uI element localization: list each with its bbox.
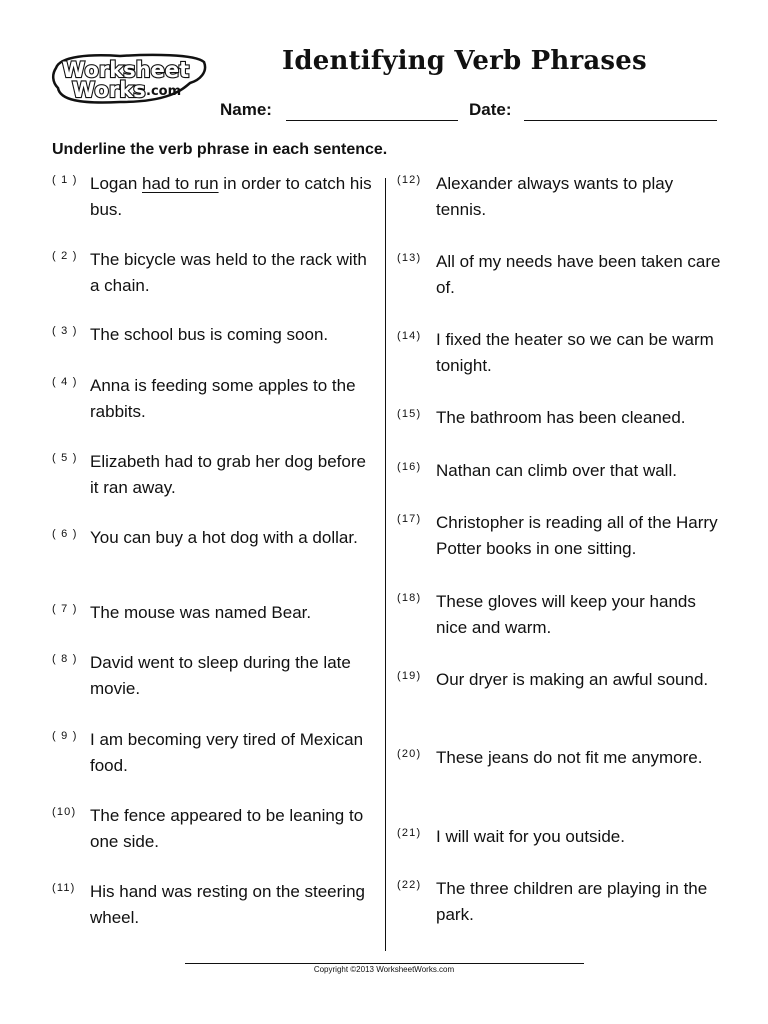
- item-text: I fixed the heater so we can be warm tonight.: [436, 330, 714, 375]
- logo-suffix: .com: [146, 84, 182, 99]
- item-text: These gloves will keep your hands nice and warm.: [436, 592, 696, 637]
- item-text: Nathan can climb over that wall.: [436, 461, 677, 480]
- item-number: (14): [397, 330, 422, 342]
- item-number: ( 3 ): [52, 325, 78, 337]
- instructions: Underline the verb phrase in each sentence.: [52, 141, 388, 158]
- item-number: ( 7 ): [52, 603, 78, 615]
- date-field[interactable]: [524, 120, 717, 121]
- item-text: David went to sleep during the late movie.: [90, 653, 351, 698]
- item-text: The bathroom has been cleaned.: [436, 408, 686, 427]
- item-text: All of my needs have been taken care of.: [436, 252, 721, 297]
- column-divider: [385, 178, 386, 951]
- item-text: These jeans do not fit me anymore.: [436, 748, 703, 767]
- worksheetworks-logo: [50, 50, 208, 106]
- item-text: Logan had to run in order to catch his bus.: [90, 174, 372, 219]
- item-number: (10): [52, 806, 77, 818]
- item-text: Our dryer is making an awful sound.: [436, 670, 709, 689]
- item-number: (21): [397, 827, 422, 839]
- footer-divider: [185, 963, 584, 964]
- item-number: ( 6 ): [52, 528, 78, 540]
- name-label: Name:: [220, 100, 272, 119]
- item-text: I am becoming very tired of Mexican food.: [90, 730, 364, 775]
- item-number: (11): [52, 882, 76, 894]
- copyright-text: Copyright ©2013 WorksheetWorks.com: [313, 965, 455, 974]
- item-text: Alexander always wants to play tennis.: [436, 174, 674, 219]
- date-label: Date:: [469, 100, 512, 119]
- item-text: The three children are playing in the park.: [436, 879, 708, 924]
- item-text: I will wait for you outside.: [436, 827, 625, 846]
- item-text: The bicycle was held to the rack with a chain.: [90, 250, 367, 295]
- item-text: Anna is feeding some apples to the rabbits.: [90, 376, 356, 421]
- page-title: Identifying Verb Phrases: [282, 46, 647, 76]
- item-text: His hand was resting on the steering wheel.: [90, 882, 365, 927]
- item-number: (20): [397, 748, 422, 760]
- item-number: (17): [397, 513, 422, 525]
- item-number: ( 5 ): [52, 452, 78, 464]
- item-number: (22): [397, 879, 422, 891]
- item-text: The school bus is coming soon.: [90, 325, 329, 344]
- item-number: (12): [397, 174, 422, 186]
- item-text: The mouse was named Bear.: [90, 603, 312, 622]
- logo-line1: Worksheet: [62, 58, 190, 82]
- item-text: The fence appeared to be leaning to one side.: [90, 806, 364, 851]
- item-number: (16): [397, 461, 422, 473]
- item-number: ( 8 ): [52, 653, 78, 665]
- item-text: Christopher is reading all of the Harry Potter books in one sitting.: [436, 513, 718, 558]
- logo-line2: Works: [72, 78, 146, 102]
- item-text: You can buy a hot dog with a dollar.: [90, 528, 358, 547]
- item-number: (19): [397, 670, 422, 682]
- item-number: (13): [397, 252, 422, 264]
- item-number: (18): [397, 592, 422, 604]
- item-number: ( 2 ): [52, 250, 78, 262]
- item-number: ( 9 ): [52, 730, 78, 742]
- underlined-verb-phrase: had to run: [142, 174, 219, 193]
- item-number: ( 1 ): [52, 174, 78, 186]
- name-field[interactable]: [286, 120, 458, 121]
- item-text: Elizabeth had to grab her dog before it ran away.: [90, 452, 366, 497]
- item-number: (15): [397, 408, 422, 420]
- item-number: ( 4 ): [52, 376, 78, 388]
